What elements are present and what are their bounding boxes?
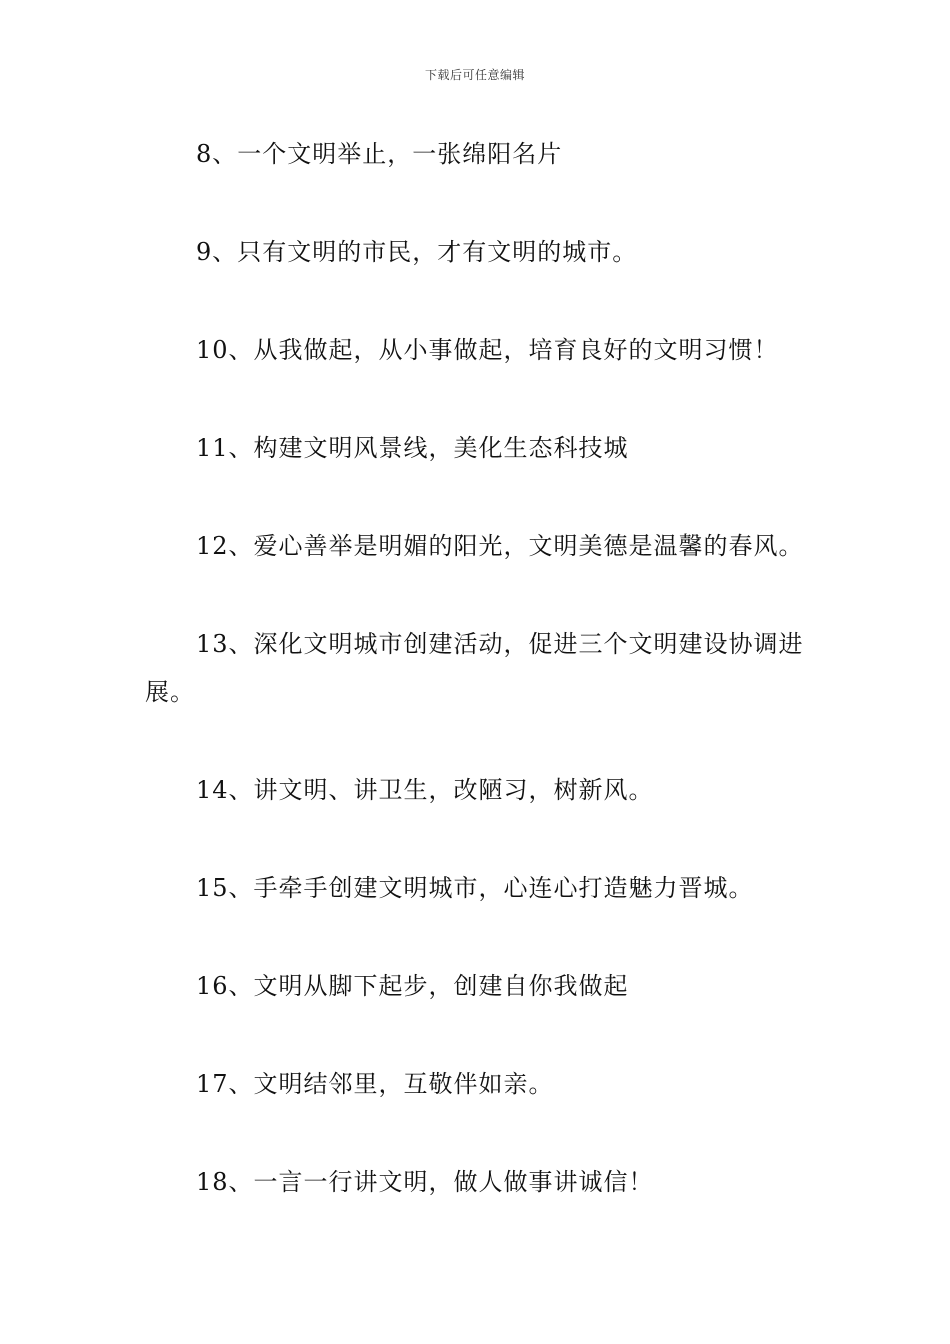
- slogan-item-15: 15、手牵手创建文明城市，心连心打造魅力晋城。: [196, 874, 754, 902]
- slogan-item-18: 18、一言一行讲文明，做人做事讲诚信！: [196, 1168, 654, 1196]
- slogan-item-13: 13、深化文明城市创建活动，促进三个文明建设协调进展。: [145, 630, 804, 706]
- slogan-item-9: 9、只有文明的市民，才有文明的城市。: [196, 238, 638, 266]
- slogan-item-17: 17、文明结邻里，互敬伴如亲。: [196, 1070, 554, 1098]
- slogan-item-8: 8、一个文明举止，一张绵阳名片: [196, 140, 563, 168]
- slogan-item-16: 16、文明从脚下起步，创建自你我做起: [196, 972, 629, 1000]
- slogan-list: [145, 130, 810, 1256]
- slogan-item-14: 14、讲文明、讲卫生，改陋习，树新风。: [196, 776, 654, 804]
- slogan-item-10: 10、从我做起，从小事做起，培育良好的文明习惯！: [196, 336, 779, 364]
- page-header-note: 下载后可任意编辑: [424, 68, 525, 82]
- slogan-item-12: 12、爱心善举是明媚的阳光，文明美德是温馨的春风。: [196, 532, 804, 560]
- slogan-item-11: 11、构建文明风景线，美化生态科技城: [196, 434, 629, 462]
